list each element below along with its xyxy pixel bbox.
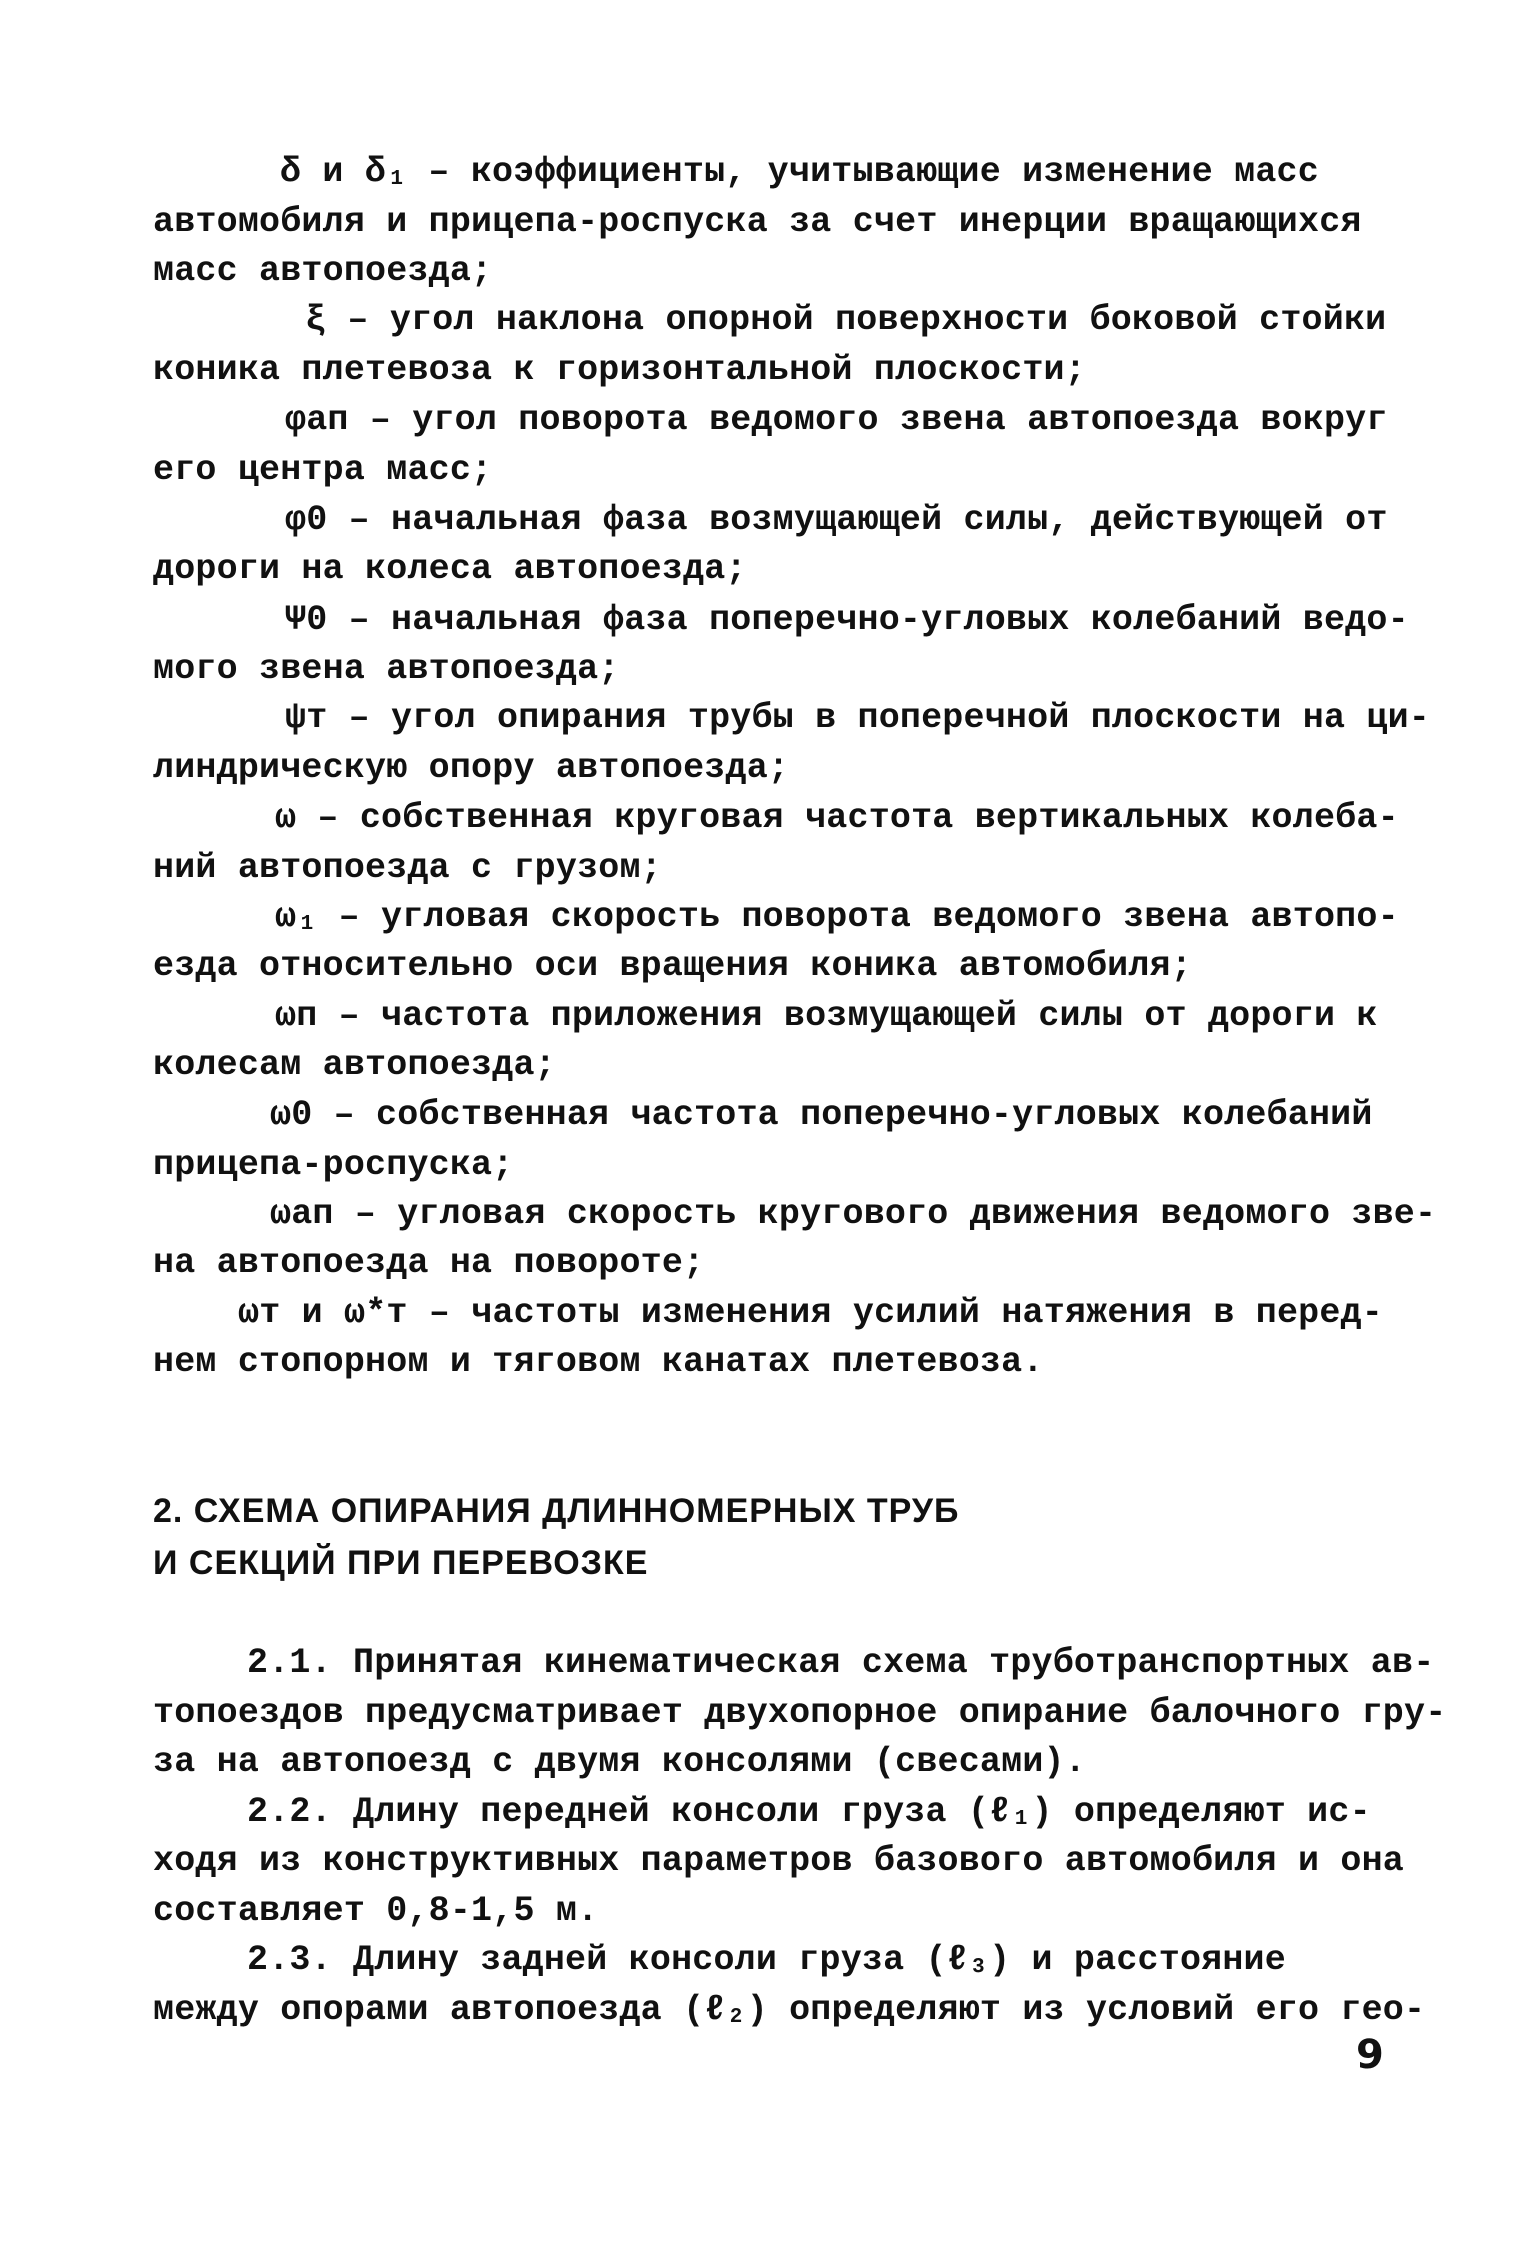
definition-line: коника плетевоза к горизонтальной плоскости; — [153, 350, 1086, 390]
paragraph-line: между опорами автопоезда (ℓ₂) определяют из условий его гео- — [153, 1990, 1426, 2030]
definition-line: ний автопоезда с грузом; — [153, 848, 662, 888]
definition-line: линдрическую опору автопоезда; — [153, 748, 790, 788]
definition-line: ω0 – собственная частота поперечно-угловых колебаний — [270, 1095, 1373, 1135]
definition-line: автомобиля и прицепа-роспуска за счет инерции вращающихся — [153, 202, 1362, 242]
definition-line: ψт – угол опирания трубы в поперечной плоскости на ци- — [285, 698, 1430, 738]
definition-line: ωп – частота приложения возмущающей силы от дороги к — [275, 996, 1378, 1036]
paragraph-line: 2.2. Длину передней консоли груза (ℓ₁) определяют ис- — [247, 1792, 1371, 1832]
definition-line: дороги на колеса автопоезда; — [153, 549, 747, 589]
definition-line: Ψ0 – начальная фаза поперечно-угловых колебаний ведо- — [285, 600, 1409, 640]
paragraph-line: 2.1. Принятая кинематическая схема труботранспортных ав- — [247, 1643, 1435, 1683]
definition-line: ωт и ω*т – частоты изменения усилий натяжения в перед- — [238, 1293, 1383, 1333]
definition-line: ξ – угол наклона опорной поверхности боковой стойки — [305, 300, 1387, 340]
definition-line: колесам автопоезда; — [153, 1045, 556, 1085]
paragraph-line: за на автопоезд с двумя консолями (свесами). — [153, 1742, 1086, 1782]
definition-line: масс автопоезда; — [153, 251, 493, 291]
definition-line: его центра масс; — [153, 450, 493, 490]
definition-line: мого звена автопоезда; — [153, 649, 620, 689]
paragraph-line: 2.3. Длину задней консоли груза (ℓ₃) и расстояние — [247, 1940, 1286, 1980]
paragraph-line: составляет 0,8-1,5 м. — [153, 1891, 599, 1931]
definition-line: ω – собственная круговая частота вертикальных колеба- — [275, 798, 1399, 838]
definition-line: нем стопорном и тяговом канатах плетевоза. — [153, 1342, 1044, 1382]
definition-line: φ0 – начальная фаза возмущающей силы, действующей от — [285, 500, 1388, 540]
page-number: 9 — [1356, 2032, 1384, 2078]
section-heading: 2. СХЕМА ОПИРАНИЯ ДЛИННОМЕРНЫХ ТРУБ — [153, 1492, 960, 1530]
definition-line: δ и δ₁ – коэффициенты, учитывающие изменение масс — [280, 152, 1319, 192]
definition-line: прицепа-роспуска; — [153, 1145, 514, 1185]
definition-line: езда относительно оси вращения коника автомобиля; — [153, 946, 1192, 986]
section-heading: И СЕКЦИЙ ПРИ ПЕРЕВОЗКЕ — [153, 1544, 649, 1582]
definition-line: ωап – угловая скорость кругового движения ведомого зве- — [270, 1194, 1437, 1234]
paragraph-line: ходя из конструктивных параметров базового автомобиля и она — [153, 1841, 1405, 1881]
paragraph-line: топоездов предусматривает двухопорное опирание балочного гру- — [153, 1693, 1447, 1733]
definition-line: на автопоезда на повороте; — [153, 1243, 705, 1283]
definition-line: φап – угол поворота ведомого звена автопоезда вокруг — [285, 400, 1388, 440]
definition-line: ω₁ – угловая скорость поворота ведомого звена автопо- — [275, 897, 1399, 937]
